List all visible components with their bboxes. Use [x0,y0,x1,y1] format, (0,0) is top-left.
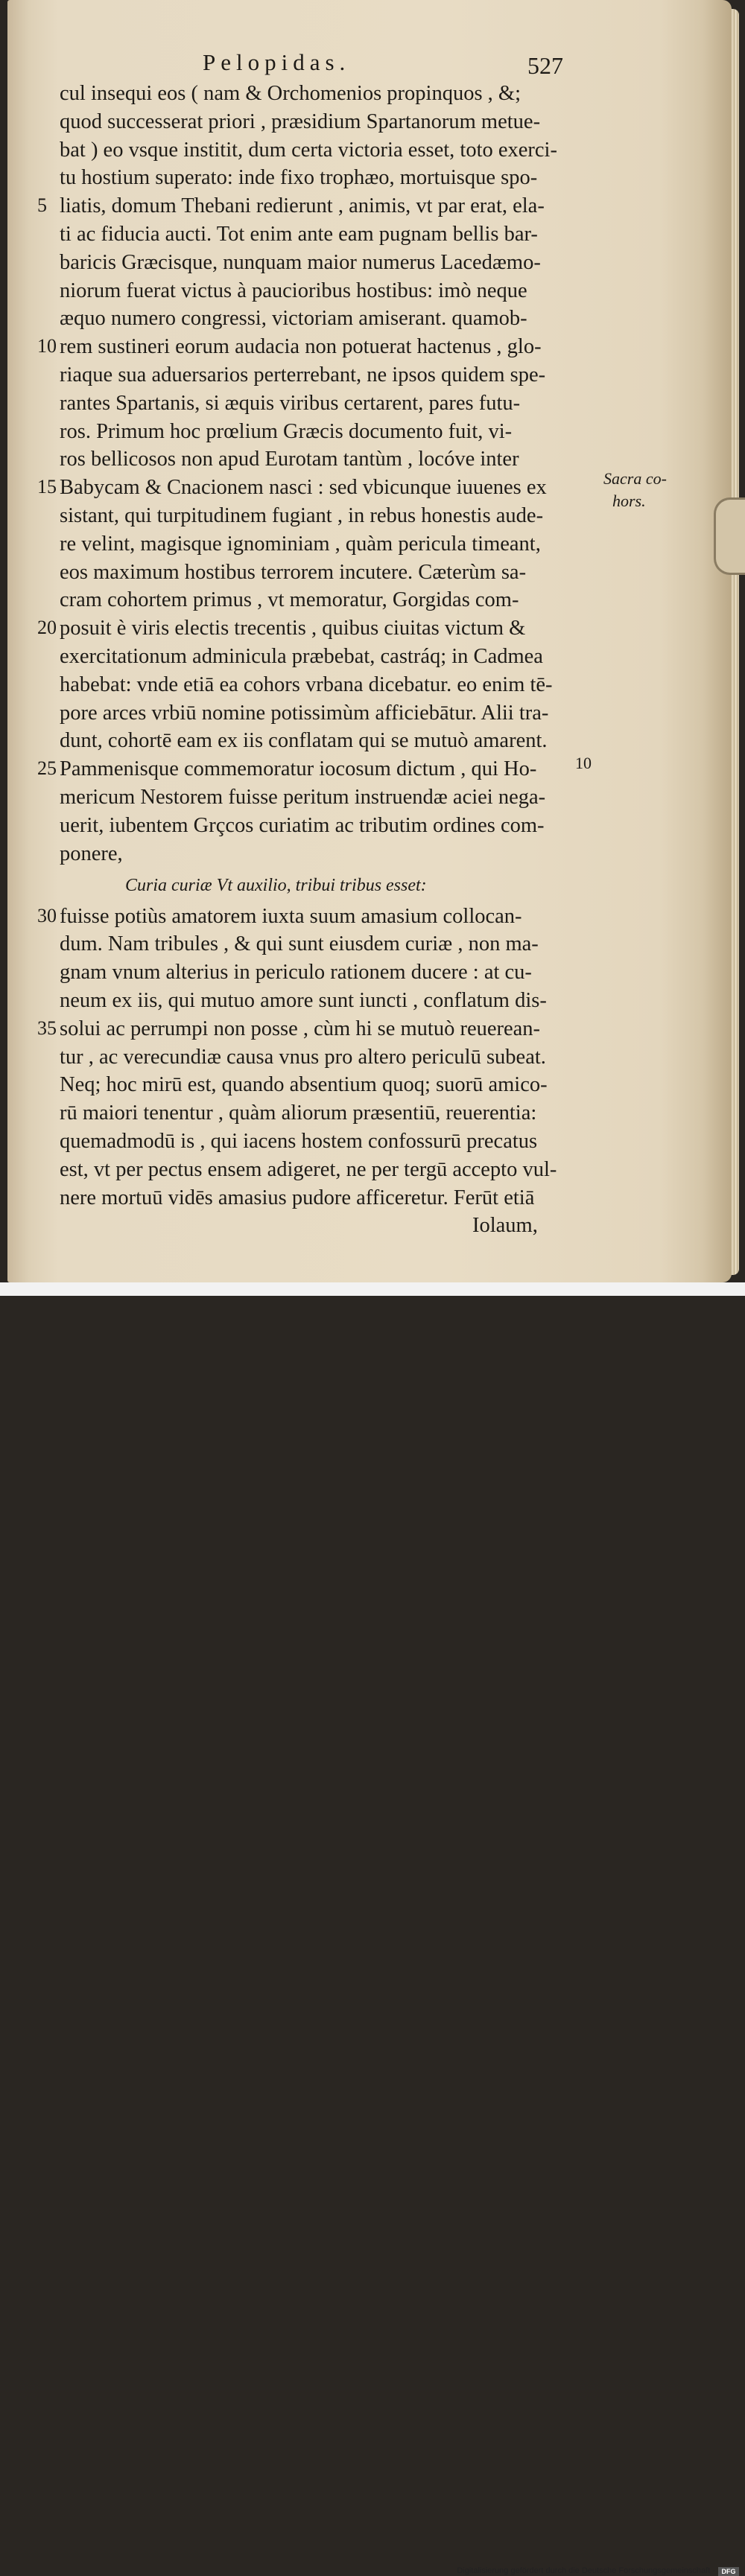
text-line: æquo numero congressi, victoriam amiserant. quamob- [60,307,527,331]
text-line: pore arces vrbiū nomine potissimùm afficiebātur. Alii tra- [60,701,549,725]
footer-bar [0,1282,745,2575]
text-line: mericum Nestorem fuisse peritum instruendæ aciei nega- [60,786,546,809]
text-line: cul insequi eos ( nam & Orchomenios propinquos , &; [60,82,521,105]
line-number: 15 [37,476,57,498]
text-line: sistant, qui turpitudinem fugiant , in rebus honestis aude- [60,504,544,527]
text-line: Iolaum, [472,1214,538,1238]
text-line: tur , ac verecundiæ causa vnus pro altero periculū subeat. [60,1045,546,1069]
text-line: rū maiori tenentur , quàm aliorum præsentiū, reuerentia: [60,1101,537,1125]
text-line: fuisse potiùs amatorem iuxta suum amasium collocan- [60,904,522,928]
text-line: neum ex iis, qui mutuo amore sunt iuncti , conflatum dis- [60,989,547,1012]
text-line: tu hostium superato: inde fixo trophæo, mortuisque spo- [60,166,538,190]
text-line: rantes Spartanis, si æquis viribus certarent, pares futu- [60,391,521,415]
scanned-book-page [0,0,745,1282]
page-number: 527 [527,52,563,79]
text-line: dunt, cohortē eam ex iis conflatam qui se mutuò amarent. [60,729,548,753]
text-line: dum. Nam tribules , & qui sunt eiusdem curiæ , non ma- [60,932,539,956]
text-line: liatis, domum Thebani redierunt , animis, vt par erat, ela- [60,194,545,218]
text-line: ros. Primum hoc prœlium Græcis documento fuit, vi- [60,419,513,443]
line-number: 30 [37,904,57,926]
line-number: 35 [37,1017,57,1039]
text-line: habebat: vnde etiā ea cohors vrbana dicebatur. eo enim tē- [60,672,553,696]
text-line: posuit è viris electis trecentis , quibus ciuitas victum & [60,617,526,640]
line-number: 25 [37,757,57,780]
text-line: eos maximum hostibus terrorem incutere. Cæterùm sa- [60,560,527,584]
text-line: rem sustineri eorum audacia non potuerat hactenus , glo- [60,335,542,359]
text-line: ros bellicosos non apud Eurotam tantùm , locóve inter [60,448,519,471]
text-line: niorum fuerat victus à paucioribus hostibus: imò neque [60,279,527,302]
footer-credit: Digitalisierung gefördert durch die Deutsche Forschungsgemeinschaft - [457,2566,715,2575]
text-line: re velint, magisque ignominiam , quàm pericula timeant, [60,532,541,556]
text-line: Babycam & Cnacionem nasci : sed vbicunque iuuenes ex [60,476,547,500]
text-line: exercitationum adminicula præbebat, castráq; in Cadmea [60,645,543,668]
line-number: 10 [37,335,57,357]
margin-note-line-2: hors. [612,492,646,510]
text-line: uerit, iubentem Grçcos curiatim ac tributim ordines com- [60,813,545,837]
text-line: Neq; hoc mirū est, quando absentium quoq; suorū amico- [60,1073,548,1097]
text-line: bat ) eo vsque institit, dum certa victoria esset, toto exerci- [60,138,557,162]
running-head: Pelopidas. [203,49,351,75]
dfg-logo: DFG [718,2567,739,2576]
text-line: riaque sua aduersarios perterrebant, ne ipsos quidem spe- [60,363,546,387]
verse-line: Curia curiæ Vt auxilio, tribui tribus esset: [125,875,427,895]
text-line: Pammenisque commemoratur iocosum dictum , qui Ho- [60,757,537,781]
line-number: 20 [37,617,57,639]
text-line: est, vt per pectus ensem adigeret, ne per tergū accepto vul- [60,1157,557,1181]
text-line: quemadmodū is , qui iacens hostem confossurū precatus [60,1130,538,1153]
margin-note-line-1: Sacra co- [603,469,667,488]
text-line: solui ac perrumpi non posse , cùm hi se mutuò reuerean- [60,1017,541,1040]
text-line: ti ac fiducia aucti. Tot enim ante eam pugnam bellis bar- [60,223,538,246]
page-clip [714,497,745,575]
text-line: gnam vnum alterius in periculo rationem ducere : at cu- [60,961,532,985]
line-number: 5 [37,194,47,217]
text-line: quod successerat priori , præsidium Spartanorum metue- [60,109,541,133]
verse-number: 10 [575,754,592,772]
text-line: ponere, [60,842,123,865]
text-line: cram cohortem primus , vt memoratur, Gorgidas com- [60,588,519,612]
paper [7,0,732,1282]
text-line: nere mortuū vidēs amasius pudore afficeretur. Ferūt etiā [60,1186,535,1209]
text-line: baricis Græcisque, nunquam maior numerus Lacedæmo- [60,250,541,274]
